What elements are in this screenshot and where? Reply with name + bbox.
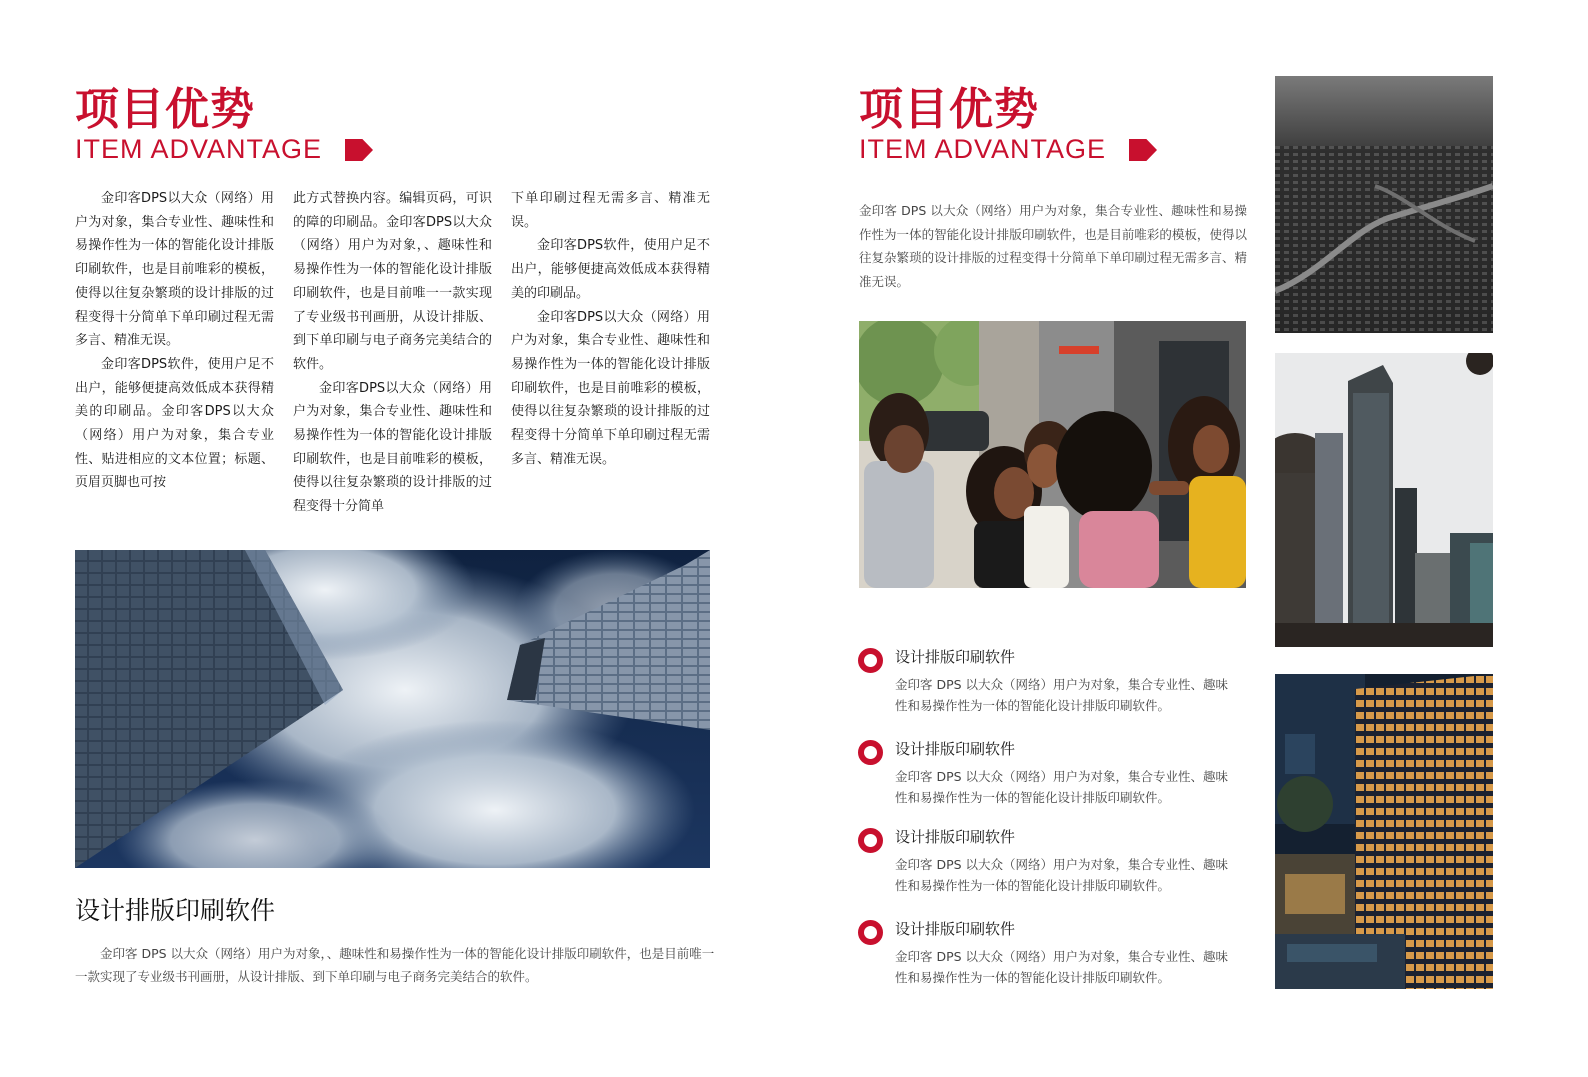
heading-title-en: ITEM ADVANTAGE [75, 134, 323, 164]
ring-bullet-icon [858, 648, 883, 673]
feature-item [858, 646, 1258, 726]
feature-body: 金印客 DPS 以大众（网络）用户为对象，集合专业性、趣味性和易操作性为一体的智能化设计排版印刷软件。 [895, 677, 1229, 713]
paragraph: 金印客DPS以大众（网络）用户为对象，集合专业性、趣味性和易操作性为一体的智能化设计排版印刷软件，也是目前唯彩的模板，使得以往复杂繁琐的设计排版的过程变得十分简单下单印刷过程无需多言、精准无误。 [511, 309, 710, 467]
feature-body: 金印客 DPS 以大众（网络）用户为对象，集合专业性、趣味性和易操作性为一体的智能化设计排版印刷软件。 [895, 769, 1229, 805]
text-column-3 [511, 187, 710, 471]
skyscraper-clouds-photo [75, 550, 710, 868]
feature-title: 设计排版印刷软件 [895, 920, 1016, 938]
feature-body: 金印客 DPS 以大众（网络）用户为对象，集合专业性、趣味性和易操作性为一体的智能化设计排版印刷软件。 [895, 857, 1229, 893]
heading-title-en: ITEM ADVANTAGE [859, 134, 1107, 164]
aerial-city-photo [1275, 76, 1493, 333]
feature-title: 设计排版印刷软件 [895, 740, 1016, 758]
heading-title-cn: 项目优势 [859, 84, 1039, 135]
section-heading [75, 86, 395, 166]
paragraph: 金印客DPS软件，使用户足不出户，能够便捷高效低成本获得精美的印刷品。 [511, 238, 710, 301]
subsection-body: 金印客 DPS 以大众（网络）用户为对象，、趣味性和易操作性为一体的智能化设计排版印刷软件，也是目前唯一一款实现了专业级书刊画册，从设计排版、到下单印刷与电子商务完美结合的软件。 [75, 946, 715, 984]
paragraph: 金印客DPS以大众（网络）用户为对象，集合专业性、趣味性和易操作性为一体的智能化设计排版印刷软件，也是目前唯彩的模板，使得以往复杂繁琐的设计排版的过程变得十分简单 [293, 380, 492, 515]
ring-bullet-icon [858, 920, 883, 945]
paragraph: 金印客DPS软件，使用户足不出户，能够便捷高效低成本获得精美的印刷品。金印客DPS以大众（网络）用户为对象，集合专业性、贴进相应的文本位置；标题、页眉页脚也可按 [75, 356, 274, 491]
feature-body: 金印客 DPS 以大众（网络）用户为对象，集合专业性、趣味性和易操作性为一体的智能化设计排版印刷软件。 [895, 949, 1229, 985]
feature-item [858, 826, 1258, 906]
feature-title: 设计排版印刷软件 [895, 828, 1016, 846]
intro-paragraph: 金印客 DPS 以大众（网络）用户为对象，集合专业性、趣味性和易操作性为一体的智能化设计排版印刷软件，也是目前唯彩的模板，使得以往复杂繁琐的设计排版的过程变得十分简单下单印刷过程无需多言、精准无误。 [859, 203, 1247, 289]
paragraph: 金印客DPS以大众（网络）用户为对象，集合专业性、趣味性和易操作性为一体的智能化设计排版印刷软件，也是目前唯彩的模板，使得以往复杂繁琐的设计排版的过程变得十分简单下单印刷过程无需多言、精准无误。 [75, 191, 274, 349]
text-column-2 [293, 187, 492, 519]
heading-title-cn: 项目优势 [75, 84, 255, 135]
right-page [794, 0, 1588, 1077]
text-column-1 [75, 187, 274, 495]
subsection-title: 设计排版印刷软件 [75, 896, 276, 925]
tower-photo [1275, 353, 1493, 647]
women-group-photo [859, 321, 1246, 588]
feature-title: 设计排版印刷软件 [895, 648, 1016, 666]
paragraph: 此方式替换内容。编辑页码，可识的障的印刷品。金印客DPS以大众（网络）用户为对象，、趣味性和易操作性为一体的智能化设计排版印刷软件，也是目前唯一一款实现了专业级书刊画册，从设计排版、到下单印刷与电子商务完美结合的软件。 [293, 191, 492, 372]
section-heading [859, 86, 1179, 166]
night-building-photo [1275, 674, 1493, 989]
feature-item [858, 918, 1258, 998]
ring-bullet-icon [858, 828, 883, 853]
ring-bullet-icon [858, 740, 883, 765]
paragraph: 下单印刷过程无需多言、精准无误。 [511, 191, 710, 230]
feature-item [858, 738, 1258, 818]
